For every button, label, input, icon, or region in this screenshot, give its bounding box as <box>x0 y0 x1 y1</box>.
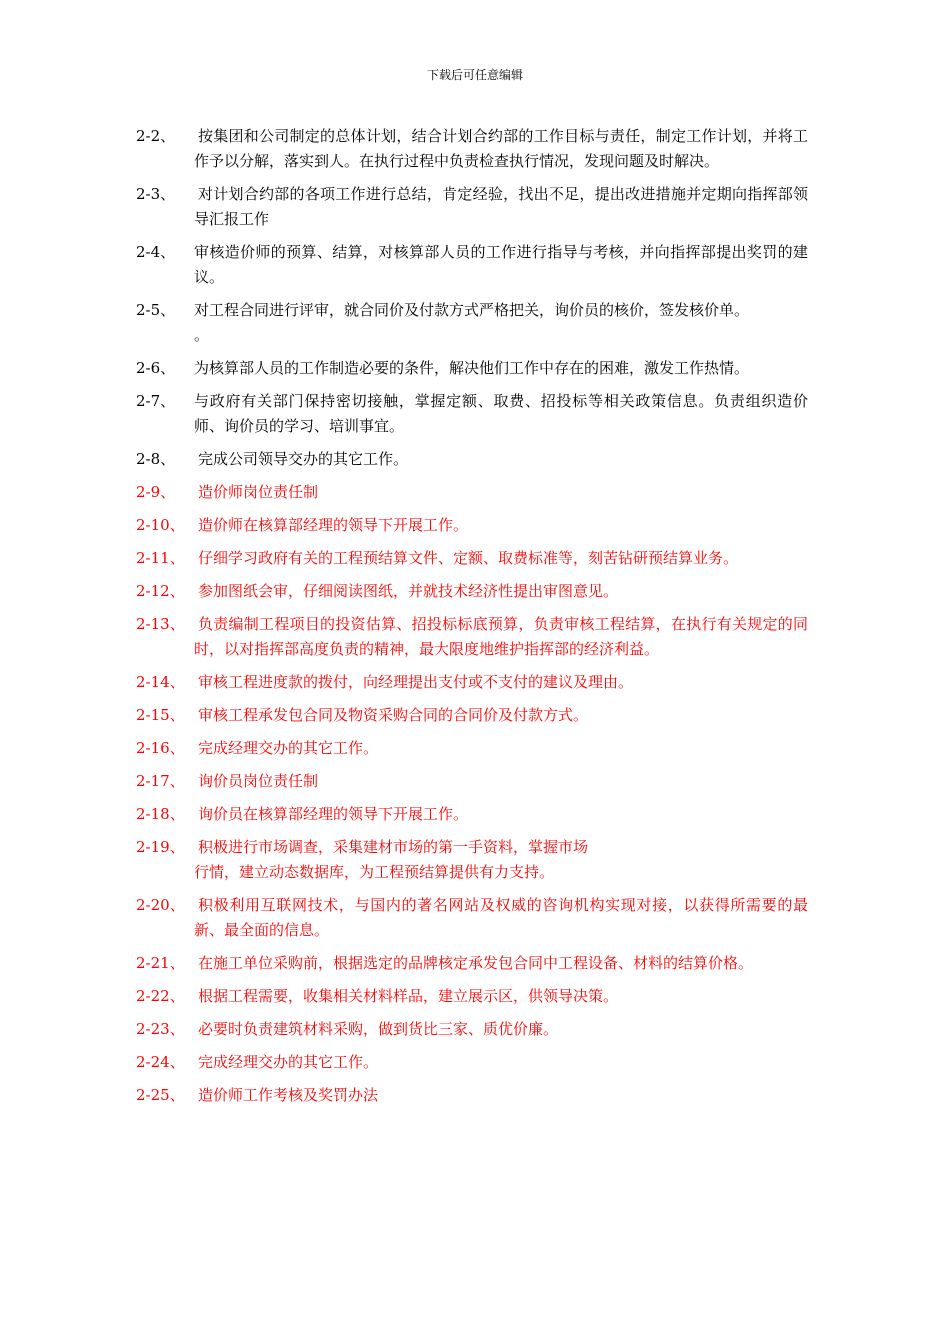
item-text: 为核算部人员的工作制造必要的条件，解决他们工作中存在的困难，激发工作热情。 <box>194 359 750 377</box>
item-number: 2-21、 <box>136 954 185 972</box>
item-text: 仔细学习政府有关的工程预结算文件、定额、取费标准等，刻苦钻研预结算业务。 <box>198 549 739 567</box>
item-text: 造价师在核算部经理的领导下开展工作。 <box>198 516 469 534</box>
item-text: 完成经理交办的其它工作。 <box>198 1053 379 1071</box>
item-text: 积极进行市场调查，采集建材市场的第一手资料，掌握市场 <box>198 838 589 856</box>
list-item <box>136 579 808 604</box>
list-item <box>136 703 808 728</box>
item-text: 询价员在核算部经理的领导下开展工作。 <box>198 805 469 823</box>
item-text-continued: 行情，建立动态数据库，为工程预结算提供有力支持。 <box>194 863 555 881</box>
item-number: 2-17、 <box>136 772 185 790</box>
item-number: 2-9、 <box>136 483 176 501</box>
list-item <box>136 124 808 174</box>
list-item <box>136 546 808 571</box>
section-heading: 造价师岗位责任制 <box>198 483 319 501</box>
item-text: 对计划合约部的各项工作进行总结，肯定经验，找出不足，提出改进措施并定期向指挥部领导汇报工作 <box>194 185 808 228</box>
item-number: 2-4、 <box>136 243 176 261</box>
item-number: 2-2、 <box>136 127 176 145</box>
item-text: 积极利用互联网技术，与国内的著名网站及权威的咨询机构实现对接，以获得所需要的最新、最全面的信息。 <box>194 896 808 939</box>
item-number: 2-12、 <box>136 582 185 600</box>
item-text-extra: 。 <box>194 326 210 344</box>
item-text-group <box>194 298 808 348</box>
item-text: 完成经理交办的其它工作。 <box>198 739 379 757</box>
list-item <box>136 612 808 662</box>
item-number: 2-20、 <box>136 896 185 914</box>
list-item <box>136 984 808 1009</box>
item-text-group <box>194 835 808 885</box>
list-item <box>136 1083 808 1108</box>
item-number: 2-7、 <box>136 392 176 410</box>
item-text: 审核工程进度款的拨付，向经理提出支付或不支付的建议及理由。 <box>198 673 634 691</box>
section-heading: 询价员岗位责任制 <box>198 772 319 790</box>
item-text: 在施工单位采购前，根据选定的品牌核定承发包合同中工程设备、材料的结算价格。 <box>198 954 754 972</box>
item-number: 2-19、 <box>136 838 185 856</box>
list-item <box>136 802 808 827</box>
item-text: 对工程合同进行评审，就合同价及付款方式严格把关，询价员的核价，签发核价单。 <box>194 301 750 319</box>
item-text: 与政府有关部门保持密切接触，掌握定额、取费、招投标等相关政策信息。负责组织造价师、询价员的学习、培训事宜。 <box>194 392 808 435</box>
list-item <box>136 480 808 505</box>
item-number: 2-13、 <box>136 615 185 633</box>
item-number: 2-23、 <box>136 1020 185 1038</box>
item-text: 审核工程承发包合同及物资采购合同的合同价及付款方式。 <box>198 706 589 724</box>
list-item <box>136 893 808 943</box>
item-number: 2-18、 <box>136 805 185 823</box>
item-text: 负责编制工程项目的投资估算、招投标标底预算，负责审核工程结算，在执行有关规定的同时，以对指挥部高度负责的精神，最大限度地维护指挥部的经济利益。 <box>194 615 808 658</box>
list-item <box>136 1050 808 1075</box>
list-item <box>136 736 808 761</box>
item-number: 2-15、 <box>136 706 185 724</box>
item-text: 按集团和公司制定的总体计划，结合计划合约部的工作目标与责任，制定工作计划，并将工作予以分解，落实到人。在执行过程中负责检查执行情况，发现问题及时解决。 <box>194 127 808 170</box>
item-number: 2-6、 <box>136 359 176 377</box>
item-number: 2-25、 <box>136 1086 185 1104</box>
item-text: 审核造价师的预算、结算，对核算部人员的工作进行指导与考核，并向指挥部提出奖罚的建议。 <box>194 243 808 286</box>
item-number: 2-14、 <box>136 673 185 691</box>
item-text: 参加图纸会审，仔细阅读图纸，并就技术经济性提出审图意见。 <box>198 582 619 600</box>
list-item <box>136 513 808 538</box>
item-number: 2-3、 <box>136 185 176 203</box>
item-number: 2-8、 <box>136 450 176 468</box>
item-text: 必要时负责建筑材料采购，做到货比三家、质优价廉。 <box>198 1020 559 1038</box>
page-header: 下载后可任意编辑 <box>426 68 523 82</box>
item-number: 2-16、 <box>136 739 185 757</box>
list-item <box>136 951 808 976</box>
list-item <box>136 1017 808 1042</box>
list-item <box>136 769 808 794</box>
item-text: 根据工程需要，收集相关材料样品，建立展示区，供领导决策。 <box>198 987 619 1005</box>
item-number: 2-10、 <box>136 516 185 534</box>
list-item <box>136 670 808 695</box>
item-number: 2-5、 <box>136 301 176 319</box>
list-item <box>136 182 808 232</box>
list-item <box>136 835 808 885</box>
list-item <box>136 356 808 381</box>
list-item <box>136 389 808 439</box>
list-item <box>136 298 808 348</box>
item-number: 2-22、 <box>136 987 185 1005</box>
item-number: 2-11、 <box>136 549 185 567</box>
item-number: 2-24、 <box>136 1053 185 1071</box>
list-item <box>136 240 808 290</box>
list-item <box>136 447 808 472</box>
document-body <box>136 124 808 1116</box>
item-text: 完成公司领导交办的其它工作。 <box>198 450 409 468</box>
section-heading: 造价师工作考核及奖罚办法 <box>198 1086 379 1104</box>
